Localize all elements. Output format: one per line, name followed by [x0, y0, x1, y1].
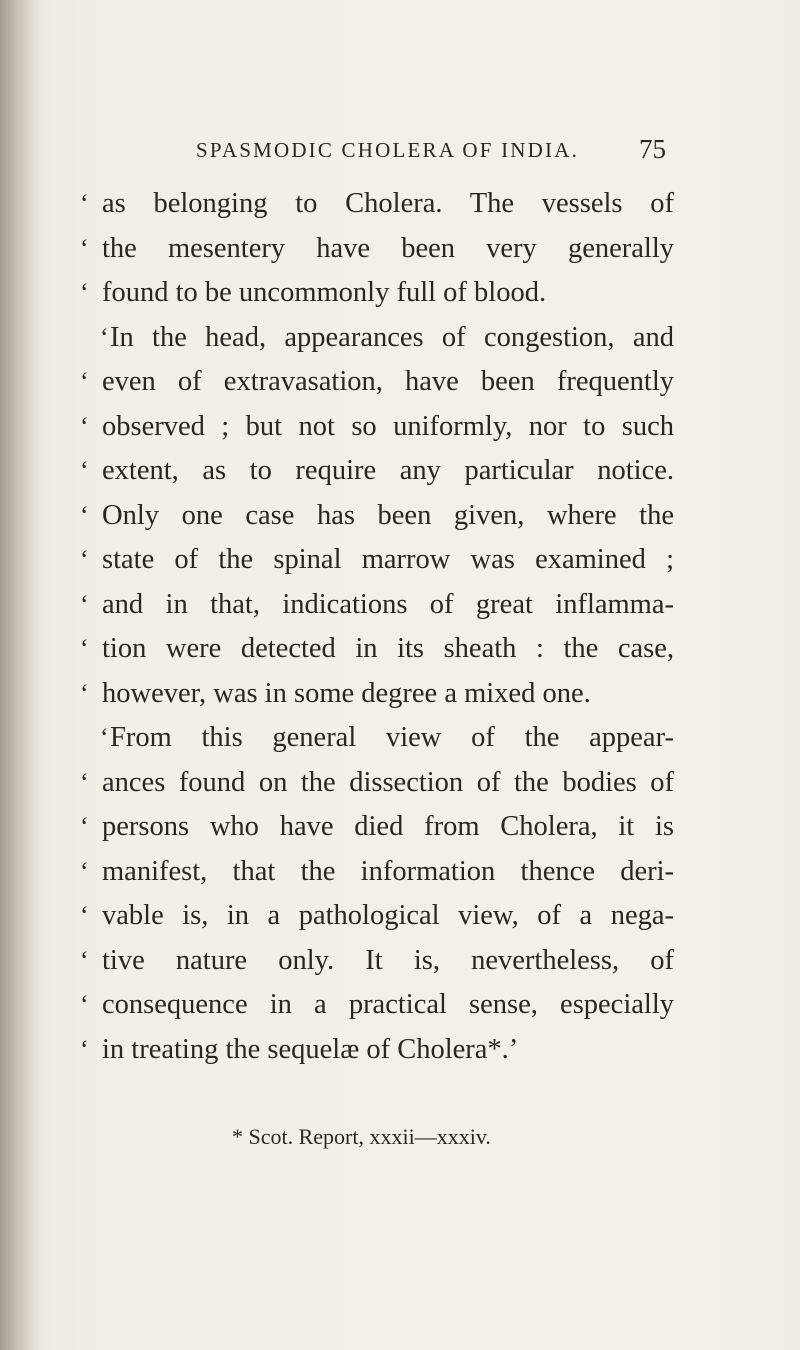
line-text: In the head, appearances of congestion, and: [110, 321, 674, 353]
text-line: [80, 894, 672, 939]
text-line: [80, 494, 672, 539]
text-line: [80, 227, 672, 272]
quote-mark: ‘: [80, 500, 89, 530]
text-line: [80, 805, 672, 850]
line-text: even of extravasation, have been frequently: [102, 366, 674, 397]
quote-mark: ‘: [80, 411, 89, 441]
text-line: [80, 761, 672, 806]
text-line: [80, 538, 672, 583]
quote-mark: ‘: [80, 945, 89, 975]
text-line: [80, 583, 672, 628]
quote-mark: ‘: [100, 322, 109, 352]
quote-mark: ‘: [80, 767, 89, 797]
text-line: [80, 405, 672, 450]
text-line: [80, 983, 672, 1028]
text-line: [80, 316, 672, 361]
running-title: SPASMODIC CHOLERA OF INDIA.: [196, 138, 580, 162]
quote-mark: ‘: [80, 678, 89, 708]
quote-mark: ‘: [80, 545, 89, 574]
page-number: 75: [639, 134, 666, 164]
text-line: [80, 672, 672, 717]
quote-mark: ‘: [80, 990, 89, 1019]
text-line: [80, 939, 672, 984]
text-line: [80, 271, 672, 316]
quote-mark: ‘: [80, 901, 89, 930]
text-line: [80, 716, 672, 761]
line-text: the mesentery have been very generally: [102, 232, 674, 264]
line-text: as belonging to Cholera. The vessels of: [102, 188, 674, 219]
text-line: [80, 360, 672, 405]
text-line: [80, 850, 672, 895]
line-text: consequence in a practical sense, especially: [102, 989, 674, 1020]
quote-mark: ‘: [80, 189, 89, 218]
quote-mark: ‘: [80, 456, 89, 485]
line-text: persons who have died from Cholera, it is: [102, 811, 674, 842]
page-gutter-shadow: [0, 0, 40, 1350]
body-text: [80, 182, 672, 1072]
text-line: [80, 1028, 672, 1073]
quote-mark: ‘: [80, 812, 89, 841]
line-text: state of the spinal marrow was examined ;: [102, 544, 674, 575]
line-text: ances found on the dissection of the bodies of: [102, 766, 674, 798]
line-text: in treating the sequelæ of Cholera*.’: [102, 1033, 519, 1065]
text-line: [80, 627, 672, 672]
line-text: manifest, that the information thence deri-: [102, 855, 674, 887]
line-text: observed ; but not so uniformly, nor to such: [102, 410, 674, 442]
line-text: Only one case has been given, where the: [102, 499, 674, 531]
text-line: [80, 449, 672, 494]
quote-mark: ‘: [80, 634, 89, 663]
line-text: From this general view of the appear-: [110, 722, 674, 753]
line-text: extent, as to require any particular notice.: [102, 455, 674, 486]
line-text: tion were detected in its sheath : the case,: [102, 633, 674, 664]
quote-mark: ‘: [80, 1034, 89, 1064]
quote-mark: ‘: [100, 723, 109, 752]
quote-mark: ‘: [80, 278, 89, 307]
quote-mark: ‘: [80, 367, 89, 396]
quote-mark: ‘: [80, 589, 89, 619]
quote-mark: ‘: [80, 856, 89, 886]
line-text: tive nature only. It is, nevertheless, of: [102, 944, 674, 976]
quote-mark: ‘: [80, 233, 89, 263]
running-head: [196, 134, 666, 172]
line-text: however, was in some degree a mixed one.: [102, 677, 591, 709]
line-text: found to be uncommonly full of blood.: [102, 277, 547, 308]
line-text: vable is, in a pathological view, of a nega-: [102, 900, 674, 931]
line-text: and in that, indications of great inflamma-: [102, 588, 674, 620]
footnote: * Scot. Report, xxxii—xxxiv.: [232, 1124, 491, 1149]
text-line: [80, 182, 672, 227]
